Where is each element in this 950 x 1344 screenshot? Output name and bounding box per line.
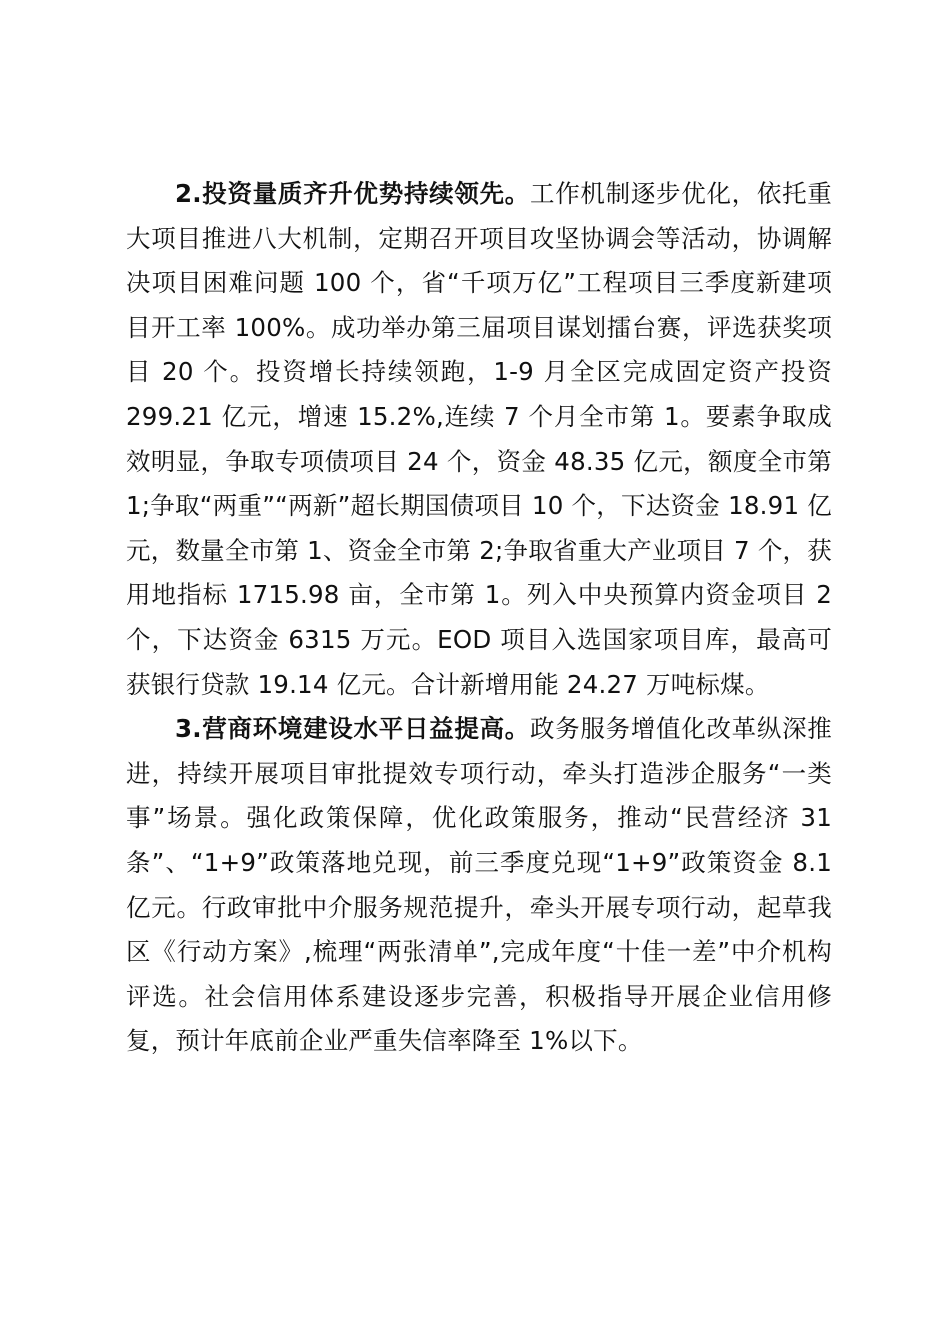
- paragraph-text: 工作机制逐步优化，依托重大项目推进八大机制，定期召开项目攻坚协调会等活动，协调解决项目困难问题 100 个，省“千项万亿”工程项目三季度新建项目开工率 100%。成功举办第三届项目谋划擂台赛，评选获奖项目 20 个。投资增长持续领跑，1-9 月全区完成固定资产投资 299.21 亿元，增速 15.2%,连续 7 个月全市第 1。要素争取成效明显，争取专项债项目 24 个，资金 48.35 亿元，额度全市第 1;争取“两重”“两新”超长期国债项目 10 个，下达资金 18.91 亿元，数量全市第 1、资金全市第 2;争取省重大产业项目 7 个，获用地指标 1715.98 亩，全市第 1。列入中央预算内资金项目 2 个，下达资金 6315 万元。EOD 项目入选国家项目库，最高可获银行贷款 19.14 亿元。合计新增用能 24.27 万吨标煤。: [126, 179, 832, 699]
- paragraph-investment: [126, 172, 832, 707]
- paragraph-text: 政务服务增值化改革纵深推进，持续开展项目审批提效专项行动，牵头打造涉企服务“一类事”场景。强化政策保障，优化政策服务，推动“民营经济 31 条”、“1+9”政策落地兑现，前三季度兑现“1+9”政策资金 8.1 亿元。行政审批中介服务规范提升，牵头开展专项行动，起草我区《行动方案》,梳理“两张清单”,完成年度“十佳一差”中介机构评选。社会信用体系建设逐步完善，积极指导开展企业信用修复，预计年底前企业严重失信率降至 1%以下。: [126, 714, 832, 1056]
- paragraph-heading: 3.营商环境建设水平日益提高。: [175, 714, 530, 744]
- paragraph-heading: 2.投资量质齐升优势持续领先。: [175, 179, 530, 208]
- paragraph-business-environment: [126, 707, 832, 1064]
- document-body: [126, 172, 832, 1064]
